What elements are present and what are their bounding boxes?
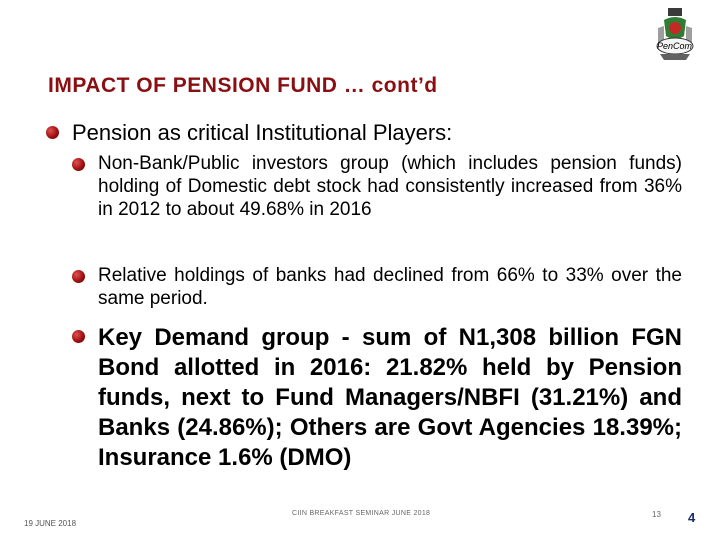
page-number: 4 [688, 510, 696, 525]
bullet-key-demand: Key Demand group - sum of N1,308 billion FGN Bond allotted in 2016: 21.82% held by Pension funds, next to Fund Managers/NBFI (31.21%) and Banks (24.86%); Others are Govt Agencies 18.39%; Insurance 1.6% (DMO) [98, 324, 682, 471]
footer-slide-number: 13 [652, 510, 661, 519]
heading-bullet: Pension as critical Institutional Players: [72, 120, 453, 145]
footer-date: 19 JUNE 2018 [24, 519, 77, 528]
bullet-icon [72, 270, 85, 283]
pencom-logo [652, 6, 698, 62]
bullet-icon [72, 330, 85, 343]
footer-seminar: CIIN BREAKFAST SEMINAR JUNE 2018 [292, 510, 431, 517]
bullet-debt-stock: Non-Bank/Public investors group (which includes pension funds) holding of Domestic debt stock had consistently increased from 36% in 2012 to about 49.68% in 2016 [98, 153, 682, 220]
bullet-icon [72, 158, 85, 171]
bullet-banks: Relative holdings of banks had declined from 66% to 33% over the same period. [98, 265, 682, 309]
logo-text: PenCom [657, 41, 693, 51]
bullet-icon [46, 126, 59, 139]
slide-title: IMPACT OF PENSION FUND … cont’d [48, 74, 438, 97]
